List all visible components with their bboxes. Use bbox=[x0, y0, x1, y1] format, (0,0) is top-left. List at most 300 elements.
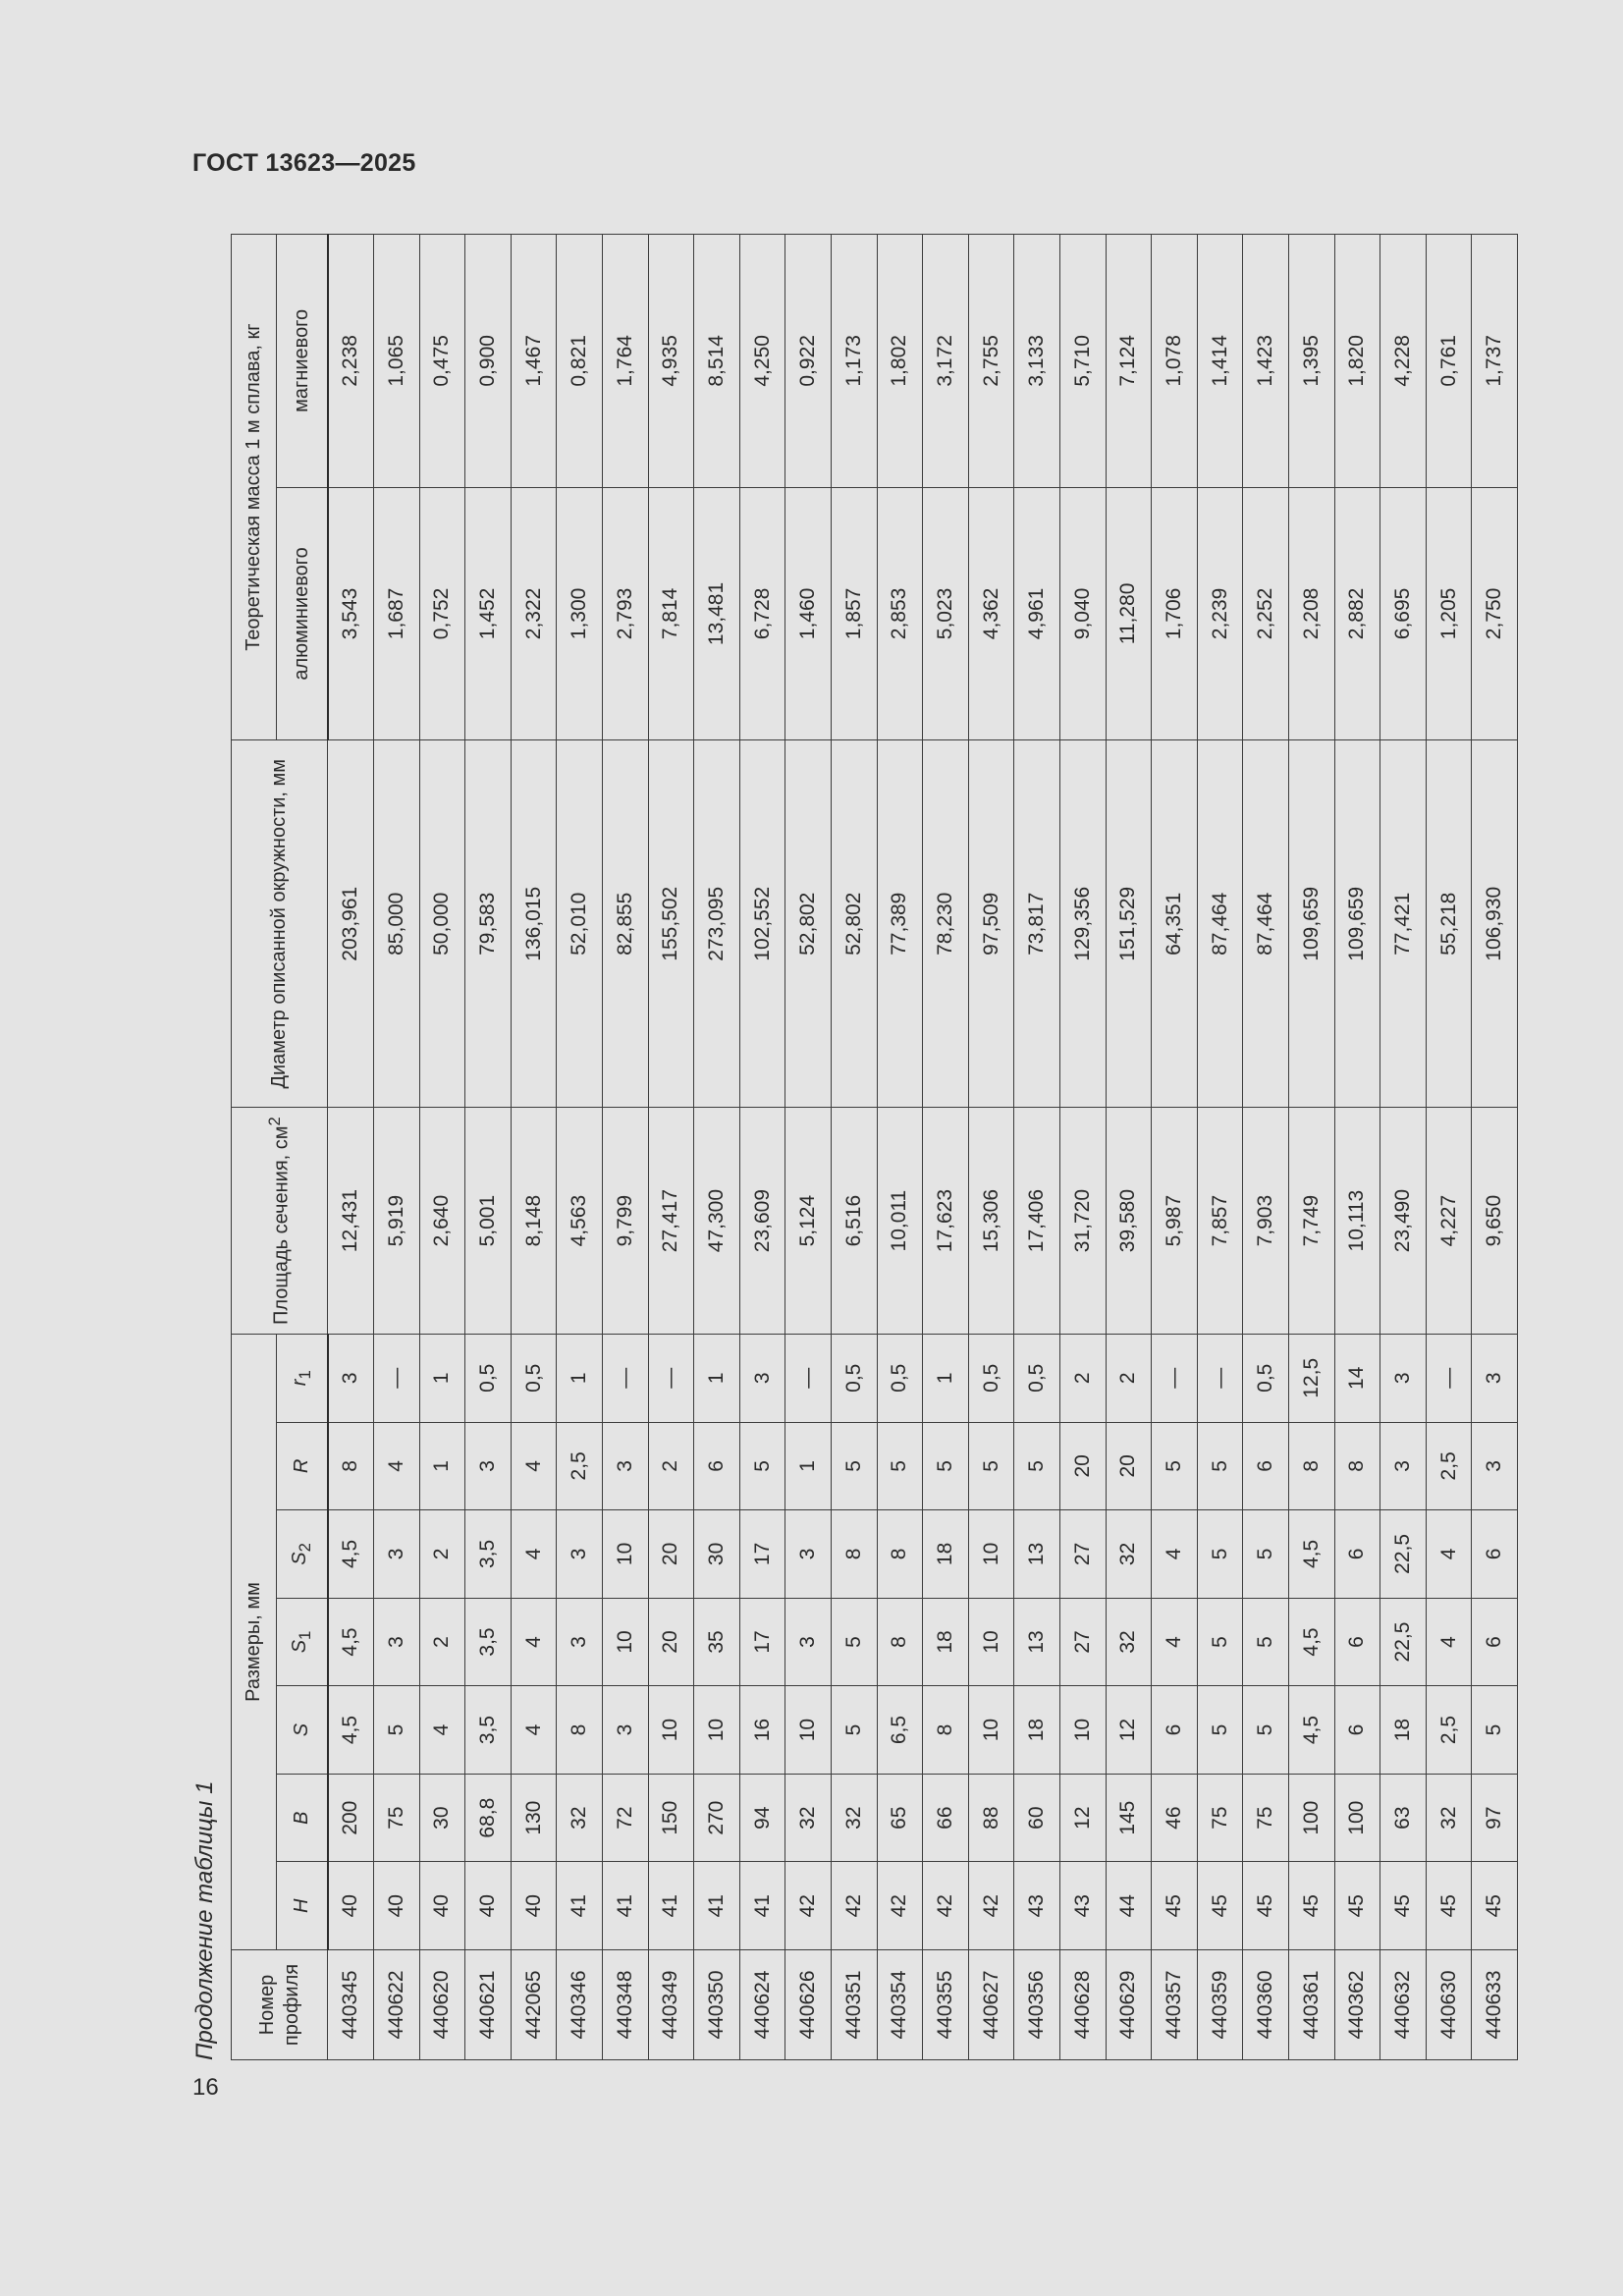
profile-number-cell: 440348 bbox=[603, 1950, 649, 2060]
table-cell: 1,423 bbox=[1243, 235, 1289, 488]
profile-number-cell: 440622 bbox=[374, 1950, 420, 2060]
table-cell: 32 bbox=[1106, 1598, 1152, 1686]
table-cell: 32 bbox=[1106, 1510, 1152, 1599]
profile-number-cell: 440621 bbox=[465, 1950, 512, 2060]
table-cell: 1,300 bbox=[557, 487, 603, 740]
table-cell: 3,5 bbox=[465, 1686, 512, 1775]
table-cell: 50,000 bbox=[419, 740, 465, 1108]
table-cell: 3,133 bbox=[1014, 235, 1060, 488]
table-cell: 39,580 bbox=[1106, 1108, 1152, 1335]
table-cell: 5 bbox=[832, 1598, 878, 1686]
table-cell: 6 bbox=[1334, 1510, 1380, 1599]
profile-number-cell: 440350 bbox=[694, 1950, 740, 2060]
profile-number-cell: 440354 bbox=[877, 1950, 923, 2060]
table-cell: 1,802 bbox=[877, 235, 923, 488]
table-cell: 45 bbox=[1380, 1862, 1427, 1950]
table-cell: 66 bbox=[923, 1774, 969, 1862]
table-cell: 12,431 bbox=[328, 1108, 374, 1335]
profile-number-cell: 440624 bbox=[739, 1950, 785, 2060]
table-cell: 10 bbox=[648, 1686, 694, 1775]
table-cell: 2 bbox=[419, 1598, 465, 1686]
table-cell: 32 bbox=[557, 1774, 603, 1862]
table-cell: 20 bbox=[1106, 1422, 1152, 1510]
table-cell: 200 bbox=[328, 1774, 374, 1862]
table-cell: 155,502 bbox=[648, 740, 694, 1108]
table-cell: 5 bbox=[1472, 1686, 1518, 1775]
table-row bbox=[603, 235, 649, 2060]
table-cell: 1,173 bbox=[832, 235, 878, 488]
table-cell: 10 bbox=[694, 1686, 740, 1775]
table-cell: 5,919 bbox=[374, 1108, 420, 1335]
table-cell: 75 bbox=[374, 1774, 420, 1862]
table-cell: 4,5 bbox=[1288, 1598, 1334, 1686]
table-cell: 35 bbox=[694, 1598, 740, 1686]
table-row bbox=[1060, 235, 1107, 2060]
table-cell: 1,737 bbox=[1472, 235, 1518, 488]
table-cell: 130 bbox=[511, 1774, 557, 1862]
table-cell: 0,475 bbox=[419, 235, 465, 488]
table-cell: 2,793 bbox=[603, 487, 649, 740]
table-cell: 4,5 bbox=[328, 1598, 374, 1686]
table-cell: — bbox=[648, 1334, 694, 1422]
table-cell: 4 bbox=[1426, 1598, 1472, 1686]
table-row bbox=[785, 235, 832, 2060]
table-cell: 5,987 bbox=[1152, 1108, 1198, 1335]
table-row bbox=[1334, 235, 1380, 2060]
table-cell: 8 bbox=[328, 1422, 374, 1510]
table-cell: 45 bbox=[1334, 1862, 1380, 1950]
table-cell: 5 bbox=[1197, 1422, 1243, 1510]
table-cell: 2 bbox=[648, 1422, 694, 1510]
table-cell: 0,761 bbox=[1426, 235, 1472, 488]
profile-number-cell: 440351 bbox=[832, 1950, 878, 2060]
table-row bbox=[511, 235, 557, 2060]
header-S1: $S_1$ bbox=[277, 1598, 328, 1686]
table-row bbox=[465, 235, 512, 2060]
table-cell: 4,362 bbox=[968, 487, 1014, 740]
table-cell: 5 bbox=[1197, 1686, 1243, 1775]
table-cell: 4,563 bbox=[557, 1108, 603, 1335]
table-cell: 10 bbox=[603, 1598, 649, 1686]
table-cell: 41 bbox=[557, 1862, 603, 1950]
table-cell: 2,640 bbox=[419, 1108, 465, 1335]
table-cell: 23,609 bbox=[739, 1108, 785, 1335]
table-cell: 8,514 bbox=[694, 235, 740, 488]
table-cell: 6 bbox=[1152, 1686, 1198, 1775]
table-cell: 3 bbox=[374, 1510, 420, 1599]
table-cell: 1,452 bbox=[465, 487, 512, 740]
table-cell: 7,903 bbox=[1243, 1108, 1289, 1335]
table-cell: 5,023 bbox=[923, 487, 969, 740]
table-cell: 3 bbox=[785, 1510, 832, 1599]
table-row bbox=[1380, 235, 1427, 2060]
profile-number-cell: 440620 bbox=[419, 1950, 465, 2060]
table-row bbox=[968, 235, 1014, 2060]
table-cell: 109,659 bbox=[1288, 740, 1334, 1108]
table-cell: 100 bbox=[1288, 1774, 1334, 1862]
table-cell: 13,481 bbox=[694, 487, 740, 740]
table-row bbox=[419, 235, 465, 2060]
table-cell: — bbox=[374, 1334, 420, 1422]
table-cell: 2,853 bbox=[877, 487, 923, 740]
table-cell: 102,552 bbox=[739, 740, 785, 1108]
table-cell: 79,583 bbox=[465, 740, 512, 1108]
profile-number-cell: 440630 bbox=[1426, 1950, 1472, 2060]
table-cell: 0,5 bbox=[511, 1334, 557, 1422]
table-cell: 8 bbox=[1334, 1422, 1380, 1510]
table-cell: 65 bbox=[877, 1774, 923, 1862]
table-cell: 2,5 bbox=[1426, 1422, 1472, 1510]
table-cell: 5 bbox=[1197, 1510, 1243, 1599]
table-cell: 0,5 bbox=[877, 1334, 923, 1422]
table-cell: 1 bbox=[694, 1334, 740, 1422]
table-cell: 2,5 bbox=[557, 1422, 603, 1510]
table-cell: 3 bbox=[557, 1510, 603, 1599]
table-cell: 13 bbox=[1014, 1510, 1060, 1599]
table-cell: 0,5 bbox=[465, 1334, 512, 1422]
table-cell: 3,172 bbox=[923, 235, 969, 488]
table-cell: 45 bbox=[1243, 1862, 1289, 1950]
table-cell: 1,205 bbox=[1426, 487, 1472, 740]
table-cell: 2,755 bbox=[968, 235, 1014, 488]
table-cell: 5 bbox=[832, 1686, 878, 1775]
table-cell: 7,814 bbox=[648, 487, 694, 740]
table-cell: 6 bbox=[1243, 1422, 1289, 1510]
table-cell: 97,509 bbox=[968, 740, 1014, 1108]
table-cell: 4 bbox=[511, 1510, 557, 1599]
table-cell: 3 bbox=[374, 1598, 420, 1686]
table-cell: 47,300 bbox=[694, 1108, 740, 1335]
table-cell: 5 bbox=[968, 1422, 1014, 1510]
profile-table bbox=[231, 234, 1518, 2060]
table-cell: — bbox=[785, 1334, 832, 1422]
table-cell: 1,706 bbox=[1152, 487, 1198, 740]
table-cell: 1 bbox=[419, 1422, 465, 1510]
table-cell: 8,148 bbox=[511, 1108, 557, 1335]
table-cell: 7,124 bbox=[1106, 235, 1152, 488]
table-cell: 106,930 bbox=[1472, 740, 1518, 1108]
table-cell: 75 bbox=[1197, 1774, 1243, 1862]
table-cell: 4 bbox=[1426, 1510, 1472, 1599]
table-cell: 1,395 bbox=[1288, 235, 1334, 488]
table-cell: 31,720 bbox=[1060, 1108, 1107, 1335]
table-cell: 6 bbox=[1472, 1598, 1518, 1686]
table-row bbox=[1014, 235, 1060, 2060]
table-cell: 4,5 bbox=[1288, 1686, 1334, 1775]
table-cell: 4,227 bbox=[1426, 1108, 1472, 1335]
table-cell: 45 bbox=[1152, 1862, 1198, 1950]
table-cell: 77,389 bbox=[877, 740, 923, 1108]
table-cell: 10 bbox=[603, 1510, 649, 1599]
header-H: H bbox=[277, 1862, 328, 1950]
table-cell: 1,764 bbox=[603, 235, 649, 488]
table-row bbox=[923, 235, 969, 2060]
table-cell: 40 bbox=[465, 1862, 512, 1950]
table-cell: 4,228 bbox=[1380, 235, 1427, 488]
table-row bbox=[694, 235, 740, 2060]
table-row bbox=[648, 235, 694, 2060]
table-cell: 45 bbox=[1426, 1862, 1472, 1950]
table-cell: 4,5 bbox=[1288, 1510, 1334, 1599]
table-cell: 46 bbox=[1152, 1774, 1198, 1862]
table-cell: 4,250 bbox=[739, 235, 785, 488]
table-cell: 30 bbox=[419, 1774, 465, 1862]
table-cell: 7,857 bbox=[1197, 1108, 1243, 1335]
table-cell: 1 bbox=[557, 1334, 603, 1422]
table-cell: 87,464 bbox=[1243, 740, 1289, 1108]
profile-number-cell: 440345 bbox=[328, 1950, 374, 2060]
table-cell: 9,040 bbox=[1060, 487, 1107, 740]
table-cell: 3 bbox=[1380, 1334, 1427, 1422]
table-cell: 2,322 bbox=[511, 487, 557, 740]
table-cell: 18 bbox=[923, 1510, 969, 1599]
table-cell: 4 bbox=[419, 1686, 465, 1775]
table-cell: 7,749 bbox=[1288, 1108, 1334, 1335]
table-cell: 40 bbox=[328, 1862, 374, 1950]
table-cell: 52,802 bbox=[785, 740, 832, 1108]
header-S2: $S_2$ bbox=[277, 1510, 328, 1599]
table-cell: 5,124 bbox=[785, 1108, 832, 1335]
table-cell: 5,001 bbox=[465, 1108, 512, 1335]
table-cell: 15,306 bbox=[968, 1108, 1014, 1335]
header-profile-number: Номер профиля bbox=[232, 1950, 328, 2060]
table-cell: 3 bbox=[557, 1598, 603, 1686]
table-cell: 1,414 bbox=[1197, 235, 1243, 488]
table-cell: 68,8 bbox=[465, 1774, 512, 1862]
table-cell: 1,078 bbox=[1152, 235, 1198, 488]
profile-number-cell: 440362 bbox=[1334, 1950, 1380, 2060]
table-cell: 6 bbox=[1334, 1598, 1380, 1686]
table-cell: 44 bbox=[1106, 1862, 1152, 1950]
profile-number-cell: 442065 bbox=[511, 1950, 557, 2060]
profile-number-cell: 440349 bbox=[648, 1950, 694, 2060]
table-cell: 14 bbox=[1334, 1334, 1380, 1422]
table-cell: 1,687 bbox=[374, 487, 420, 740]
profile-number-cell: 440633 bbox=[1472, 1950, 1518, 2060]
table-cell: 13 bbox=[1014, 1598, 1060, 1686]
table-cell: 6 bbox=[1472, 1510, 1518, 1599]
table-cell: 4 bbox=[511, 1598, 557, 1686]
table-cell: 42 bbox=[968, 1862, 1014, 1950]
table-row bbox=[832, 235, 878, 2060]
table-cell: 4,5 bbox=[328, 1686, 374, 1775]
table-cell: 3 bbox=[603, 1422, 649, 1510]
table-cell: 8 bbox=[877, 1598, 923, 1686]
table-cell: 18 bbox=[1380, 1686, 1427, 1775]
profile-number-cell: 440357 bbox=[1152, 1950, 1198, 2060]
table-cell: 5,710 bbox=[1060, 235, 1107, 488]
table-cell: 2,882 bbox=[1334, 487, 1380, 740]
table-cell: 42 bbox=[923, 1862, 969, 1950]
table-cell: 22,5 bbox=[1380, 1598, 1427, 1686]
table-cell: 0,821 bbox=[557, 235, 603, 488]
table-cell: 5 bbox=[923, 1422, 969, 1510]
table-cell: 27 bbox=[1060, 1598, 1107, 1686]
table-cell: 5 bbox=[1243, 1686, 1289, 1775]
table-cell: 3 bbox=[1472, 1422, 1518, 1510]
table-cell: 52,802 bbox=[832, 740, 878, 1108]
table-cell: 8 bbox=[557, 1686, 603, 1775]
table-cell: 10 bbox=[968, 1598, 1014, 1686]
table-cell: 4 bbox=[511, 1422, 557, 1510]
table-cell: 3,543 bbox=[328, 487, 374, 740]
table-cell: 0,5 bbox=[968, 1334, 1014, 1422]
table-row bbox=[1152, 235, 1198, 2060]
table-cell: 45 bbox=[1472, 1862, 1518, 1950]
table-cell: 129,356 bbox=[1060, 740, 1107, 1108]
table-cell: 8 bbox=[877, 1510, 923, 1599]
profile-number-cell: 440626 bbox=[785, 1950, 832, 2060]
page-number: 16 bbox=[192, 2074, 219, 2101]
table-cell: 2,208 bbox=[1288, 487, 1334, 740]
table-continuation-caption: Продолжение таблицы 1 bbox=[191, 1780, 218, 2060]
profile-number-cell: 440355 bbox=[923, 1950, 969, 2060]
table-cell: 5 bbox=[877, 1422, 923, 1510]
table-cell: 3 bbox=[1472, 1334, 1518, 1422]
table-cell: 5 bbox=[739, 1422, 785, 1510]
table-cell: 136,015 bbox=[511, 740, 557, 1108]
table-cell: 42 bbox=[785, 1862, 832, 1950]
table-cell: 3 bbox=[739, 1334, 785, 1422]
table-cell: 17 bbox=[739, 1510, 785, 1599]
table-cell: 41 bbox=[648, 1862, 694, 1950]
profile-number-cell: 440356 bbox=[1014, 1950, 1060, 2060]
table-cell: 2,5 bbox=[1426, 1686, 1472, 1775]
header-R: R bbox=[277, 1422, 328, 1510]
table-row bbox=[1106, 235, 1152, 2060]
table-cell: — bbox=[1197, 1334, 1243, 1422]
table-cell: 2 bbox=[419, 1510, 465, 1599]
table-cell: 40 bbox=[419, 1862, 465, 1950]
table-row bbox=[374, 235, 420, 2060]
table-cell: 1,065 bbox=[374, 235, 420, 488]
table-cell: 5 bbox=[1243, 1510, 1289, 1599]
table-cell: 0,5 bbox=[1243, 1334, 1289, 1422]
table-cell: 87,464 bbox=[1197, 740, 1243, 1108]
table-cell: 4 bbox=[1152, 1598, 1198, 1686]
table-cell: 270 bbox=[694, 1774, 740, 1862]
table-cell: 18 bbox=[923, 1598, 969, 1686]
table-cell: 4,961 bbox=[1014, 487, 1060, 740]
table-cell: 1 bbox=[419, 1334, 465, 1422]
table-cell: 2 bbox=[1106, 1334, 1152, 1422]
table-cell: 4 bbox=[374, 1422, 420, 1510]
table-cell: 41 bbox=[739, 1862, 785, 1950]
table-cell: 5 bbox=[1197, 1598, 1243, 1686]
table-cell: 78,230 bbox=[923, 740, 969, 1108]
table-cell: 9,799 bbox=[603, 1108, 649, 1335]
header-magnesium: магниевого bbox=[277, 235, 328, 488]
table-cell: 94 bbox=[739, 1774, 785, 1862]
table-cell: 1,857 bbox=[832, 487, 878, 740]
table-cell: 2 bbox=[1060, 1334, 1107, 1422]
table-cell: 3 bbox=[1380, 1422, 1427, 1510]
table-cell: 5 bbox=[1152, 1422, 1198, 1510]
profile-number-cell: 440360 bbox=[1243, 1950, 1289, 2060]
table-cell: 12,5 bbox=[1288, 1334, 1334, 1422]
table-cell: 0,922 bbox=[785, 235, 832, 488]
table-cell: 73,817 bbox=[1014, 740, 1060, 1108]
table-cell: 4,5 bbox=[328, 1510, 374, 1599]
table-cell: 8 bbox=[923, 1686, 969, 1775]
table-cell: 17,623 bbox=[923, 1108, 969, 1335]
header-S: S bbox=[277, 1686, 328, 1775]
table-cell: 10 bbox=[968, 1686, 1014, 1775]
table-cell: 0,5 bbox=[1014, 1334, 1060, 1422]
table-cell: 6 bbox=[694, 1422, 740, 1510]
table-cell: 3 bbox=[785, 1598, 832, 1686]
table-cell: 1 bbox=[923, 1334, 969, 1422]
table-cell: 3 bbox=[465, 1422, 512, 1510]
table-cell: 6,728 bbox=[739, 487, 785, 740]
table-cell: 41 bbox=[603, 1862, 649, 1950]
header-dimensions: Размеры, мм bbox=[232, 1334, 277, 1949]
table-cell: 27 bbox=[1060, 1510, 1107, 1599]
table-cell: 0,900 bbox=[465, 235, 512, 488]
table-cell: 41 bbox=[694, 1862, 740, 1950]
table-cell: 1 bbox=[785, 1422, 832, 1510]
profile-number-cell: 440627 bbox=[968, 1950, 1014, 2060]
header-mass: Теоретическая масса 1 м сплава, кг bbox=[232, 235, 277, 740]
table-cell: 40 bbox=[374, 1862, 420, 1950]
table-cell: 88 bbox=[968, 1774, 1014, 1862]
profile-number-cell: 440632 bbox=[1380, 1950, 1427, 2060]
table-cell: 151,529 bbox=[1106, 740, 1152, 1108]
profile-number-cell: 440346 bbox=[557, 1950, 603, 2060]
table-cell: 85,000 bbox=[374, 740, 420, 1108]
header-B: B bbox=[277, 1774, 328, 1862]
table-cell: 97 bbox=[1472, 1774, 1518, 1862]
table-cell: 2,238 bbox=[328, 235, 374, 488]
table-cell: 10 bbox=[968, 1510, 1014, 1599]
table-row bbox=[1197, 235, 1243, 2060]
table-cell: 6,5 bbox=[877, 1686, 923, 1775]
table-cell: 0,5 bbox=[832, 1334, 878, 1422]
table-cell: 8 bbox=[1288, 1422, 1334, 1510]
table-cell: 5 bbox=[832, 1422, 878, 1510]
table-cell: 32 bbox=[785, 1774, 832, 1862]
table-cell: 45 bbox=[1197, 1862, 1243, 1950]
table-row bbox=[1288, 235, 1334, 2060]
document-header: ГОСТ 13623—2025 bbox=[192, 149, 416, 177]
table-cell: 17 bbox=[739, 1598, 785, 1686]
table-row bbox=[1472, 235, 1518, 2060]
table-cell: 75 bbox=[1243, 1774, 1289, 1862]
table-cell: 42 bbox=[877, 1862, 923, 1950]
table-cell: 60 bbox=[1014, 1774, 1060, 1862]
table-cell: 16 bbox=[739, 1686, 785, 1775]
table-cell: 100 bbox=[1334, 1774, 1380, 1862]
table-cell: 8 bbox=[832, 1510, 878, 1599]
table-cell: 12 bbox=[1106, 1686, 1152, 1775]
profile-number-cell: 440629 bbox=[1106, 1950, 1152, 2060]
table-cell: 9,650 bbox=[1472, 1108, 1518, 1335]
table-cell: 18 bbox=[1014, 1686, 1060, 1775]
table-cell: 150 bbox=[648, 1774, 694, 1862]
table-cell: 203,961 bbox=[328, 740, 374, 1108]
table-cell: 10 bbox=[785, 1686, 832, 1775]
table-cell: 1,820 bbox=[1334, 235, 1380, 488]
rotated-table-block bbox=[191, 234, 1506, 2060]
table-cell: 20 bbox=[648, 1510, 694, 1599]
table-cell: 11,280 bbox=[1106, 487, 1152, 740]
table-cell: 5 bbox=[1243, 1598, 1289, 1686]
table-cell: 20 bbox=[1060, 1422, 1107, 1510]
table-cell: 43 bbox=[1014, 1862, 1060, 1950]
table-cell: 42 bbox=[832, 1862, 878, 1950]
table-cell: 10,113 bbox=[1334, 1108, 1380, 1335]
table-cell: 20 bbox=[648, 1598, 694, 1686]
